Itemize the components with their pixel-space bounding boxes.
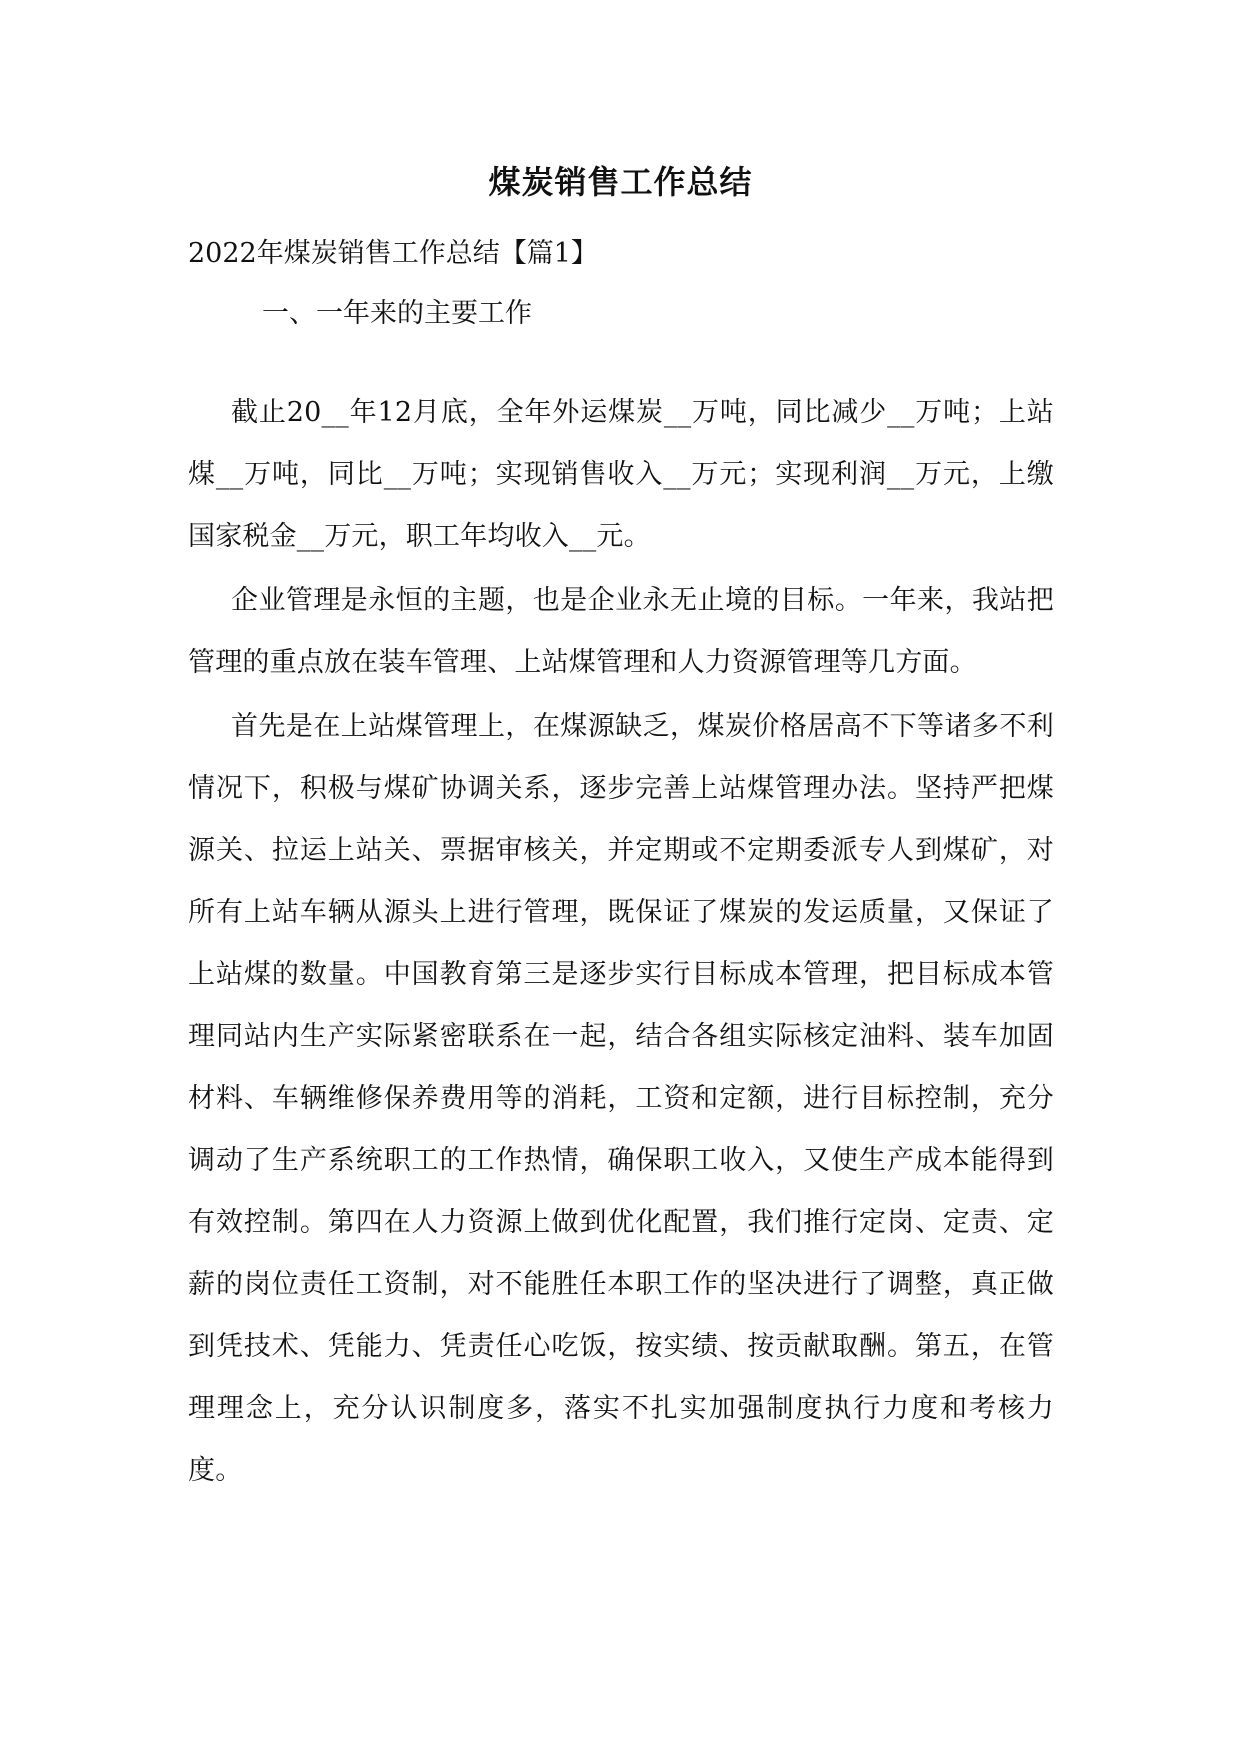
document-subtitle: 2022年煤炭销售工作总结【篇1】 [188, 238, 598, 269]
body-paragraph: 首先是在上站煤管理上，在煤源缺乏，煤炭价格居高不下等诸多不利情况下，积极与煤矿协调关系，逐步完善上站煤管理办法。坚持严把煤源关、拉运上站关、票据审核关，并定期或不定期委派专人到煤矿，对所有上站车辆从源头上进行管理，既保证了煤炭的发运质量，又保证了上站煤的数量。中国教育第三是逐步实行目标成本管理，把目标成本管理同站内生产实际紧密联系在一起，结合各组实际核定油料、装车加固材料、车辆维修保养费用等的消耗，工资和定额，进行目标控制，充分调动了生产系统职工的工作热情，确保职工收入，又使生产成本能得到有效控制。第四在人力资源上做到优化配置，我们推行定岗、定责、定薪的岗位责任工资制，对不能胜任本职工作的坚决进行了调整，真正做到凭技术、凭能力、凭责任心吃饭，按实绩、按贡献取酬。第五，在管理理念上，充分认识制度多，落实不扎实加强制度执行力度和考核力度。 [188, 711, 1054, 1486]
document-title: 煤炭销售工作总结 [488, 163, 753, 201]
body-paragraph: 企业管理是永恒的主题，也是企业永无止境的目标。一年来，我站把管理的重点放在装车管理、上站煤管理和人力资源管理等几方面。 [188, 585, 1054, 678]
section-heading: 一、一年来的主要工作 [262, 298, 532, 329]
body-paragraph: 截止20__年12月底，全年外运煤炭__万吨，同比减少__万吨；上站煤__万吨，同比__万吨；实现销售收入__万元；实现利润__万元，上缴国家税金__万元，职工年均收入__元。 [188, 397, 1054, 552]
